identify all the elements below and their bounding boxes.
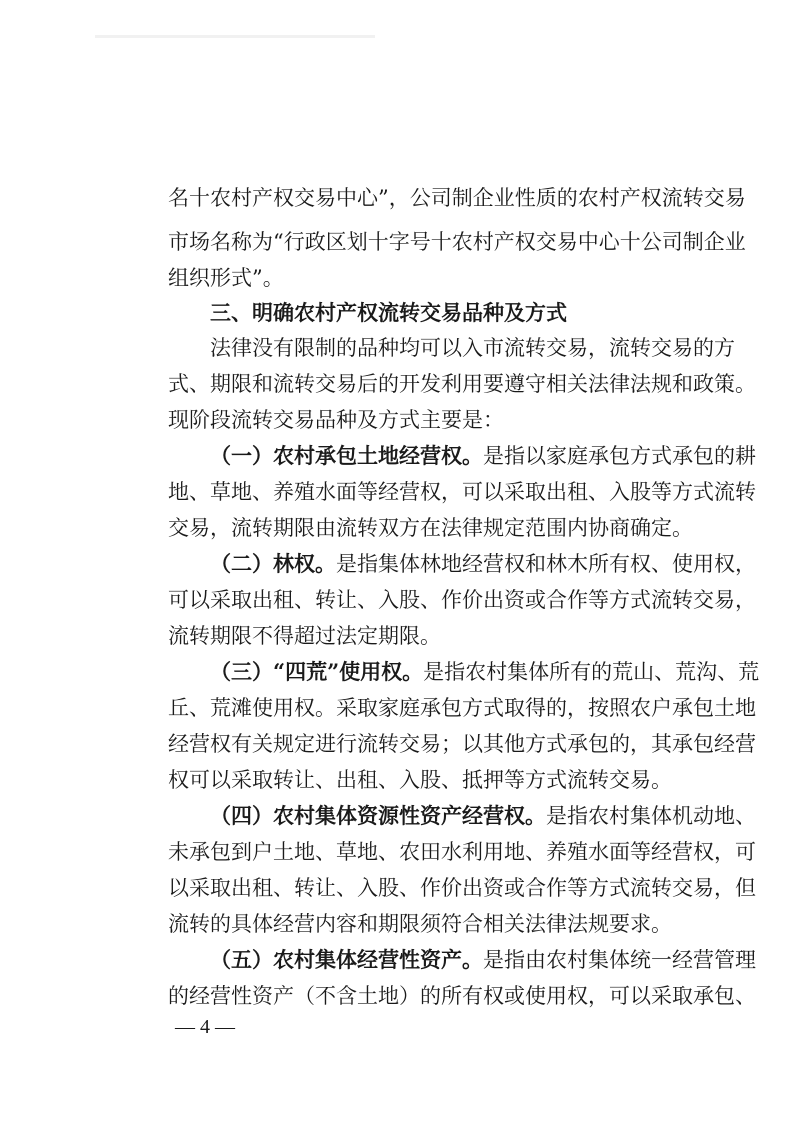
paragraph-line: 流转的具体经营内容和期限须符合相关法律法规要求。 xyxy=(168,912,672,936)
paragraph-line: 可以采取出租、转让、入股、作价出资或合作等方式流转交易， xyxy=(168,588,756,612)
paragraph-line xyxy=(210,798,756,834)
item-lead: （五）农村集体经营性资产。 xyxy=(210,947,483,972)
item-lead: （二）林权。 xyxy=(210,551,336,576)
paragraph-line xyxy=(210,546,756,582)
paragraph-line: 组织形式”。 xyxy=(168,266,284,290)
item-text: 是指以家庭承包方式承包的耕 xyxy=(483,444,756,468)
paragraph-line: 以采取出租、转让、入股、作价出资或合作等方式流转交易，但 xyxy=(168,876,756,900)
item-text: 是指农村集体所有的荒山、荒沟、荒 xyxy=(423,660,760,684)
paragraph-line: 未承包到户土地、草地、农田水利用地、养殖水面等经营权，可 xyxy=(168,840,756,864)
paragraph-line: 现阶段流转交易品种及方式主要是： xyxy=(168,408,504,432)
scan-artifact xyxy=(95,35,375,38)
paragraph-line: 法律没有限制的品种均可以入市流转交易，流转交易的方 xyxy=(210,336,735,360)
paragraph-line: 丘、荒滩使用权。采取家庭承包方式取得的，按照农户承包土地 xyxy=(168,696,756,720)
section-heading: 三、明确农村产权流转交易品种及方式 xyxy=(210,301,567,325)
paragraph-line: 经营权有关规定进行流转交易；以其他方式承包的，其承包经营 xyxy=(168,732,756,756)
paragraph-line: 流转期限不得超过法定期限。 xyxy=(168,624,441,648)
item-text: 是指集体林地经营权和林木所有权、使用权， xyxy=(336,552,756,576)
paragraph-line xyxy=(210,942,756,978)
paragraph-line: 市场名称为“行政区划十字号十农村产权交易中心十公司制企业 xyxy=(168,230,746,254)
item-lead: （三）“四荒”使用权。 xyxy=(210,659,424,684)
page-number: — 4 — xyxy=(175,1016,235,1038)
paragraph-line: 地、草地、养殖水面等经营权，可以采取出租、入股等方式流转 xyxy=(168,480,756,504)
paragraph-line: 权可以采取转让、出租、入股、抵押等方式流转交易。 xyxy=(168,768,672,792)
paragraph-line: 名十农村产权交易中心”，公司制企业性质的农村产权流转交易 xyxy=(168,186,746,210)
item-text: 是指农村集体机动地、 xyxy=(546,804,756,828)
paragraph-line: 的经营性资产（不含土地）的所有权或使用权，可以采取承包、 xyxy=(168,984,756,1008)
paragraph-line xyxy=(210,654,760,690)
item-lead: （一）农村承包土地经营权。 xyxy=(210,443,483,468)
paragraph-line: 式、期限和流转交易后的开发利用要遵守相关法律法规和政策。 xyxy=(168,372,756,396)
item-text: 是指由农村集体统一经营管理 xyxy=(483,948,756,972)
paragraph-line xyxy=(210,438,756,474)
item-lead: （四）农村集体资源性资产经营权。 xyxy=(210,803,546,828)
paragraph-line: 交易，流转期限由流转双方在法律规定范围内协商确定。 xyxy=(168,516,693,540)
